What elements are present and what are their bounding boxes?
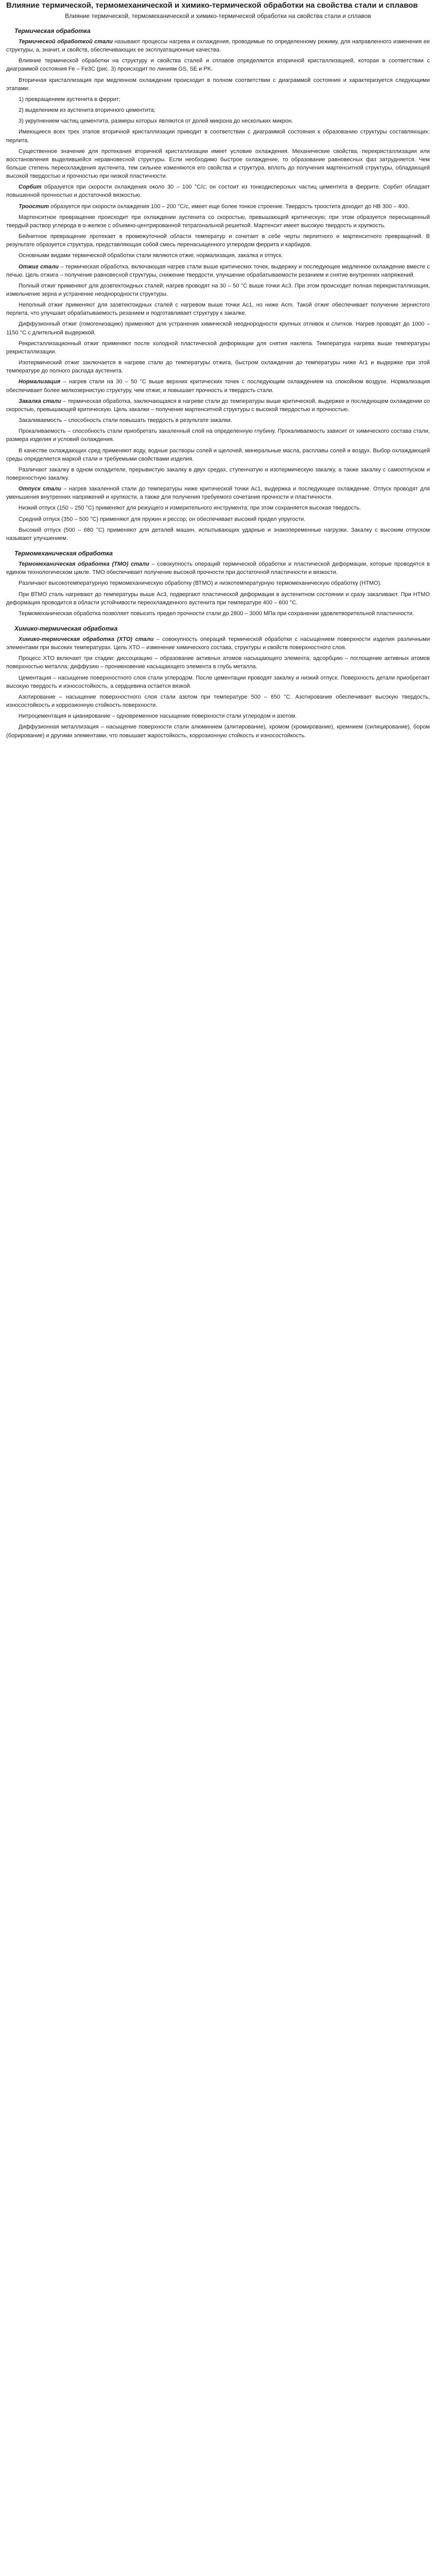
paragraph <box>6 515 430 523</box>
paragraph <box>6 202 430 211</box>
paragraph-text: При ВТМО сталь нагревают до температуры выше Ас3, подвергают пластической деформации в аустенитном состоянии и сразу закаливают. При НТМО деформация проводится в области устойчивости переохлажденного аустенита при температуре 400 – 600 °С. <box>6 591 430 606</box>
paragraph-text: Низкий отпуск (150 – 250 °С) применяют для режущего и измерительного инструмента; при этом сохраняется высокая твердость. <box>19 505 361 512</box>
paragraph-text: называют процессы нагрева и охлаждения, проводимые по определенному режиму, для направленного изменения ее структуры, а, значит, и свойств, обеспечивающих ее эксплуатационные качества. <box>6 38 430 54</box>
paragraph-text: Различают закалку в одном охладителе, прерывистую закалку в двух средах, ступенчатую и изотермическую закалку, а также закалку с самоотпуском и поверхностную закалку. <box>6 466 430 481</box>
paragraph <box>6 635 430 652</box>
paragraph <box>6 427 430 444</box>
paragraph <box>6 320 430 336</box>
paragraph-text: Различают высокотемпературную термомеханическую обработку (ВТМО) и низкотемпературную термомеханическую обработку (НТМО). <box>19 580 382 587</box>
document-title: Влияние термической, термомеханической и химико-термической обработки на свойства стали и сплавов <box>6 1 418 10</box>
paragraph <box>6 251 430 260</box>
paragraph-text: образуется при скорости охлаждения около 30 – 100 °С/с; он состоит из тонкодисперсных частиц цементита в феррите. Сорбит обладает повышенной прочностью и достаточной вязкостью. <box>6 184 430 199</box>
paragraph-text: Вторичная кристаллизация при медленном охлаждении происходит в полном соответствии с диаграммой состояния и характеризуется следующими этапами: <box>6 77 430 92</box>
paragraph <box>6 378 430 394</box>
paragraph-text: Азотирование – насыщение поверхностного слоя стали азотом при температуре 500 – 650 °С. Азотирование обеспечивает высокую твердость, износостойкость и коррозионную стойкость поверхности. <box>6 693 430 709</box>
paragraph <box>6 485 430 501</box>
paragraph-text: Полный отжиг применяют для доэвтектоидных сталей; нагрев проводят на 30 – 50 °С выше точки Ас3. При этом происходит полная перекристаллизация, измельчение зерна и устранение неоднородности структуры. <box>6 282 430 297</box>
paragraph-text: Существенное значение для протекания вторичной кристаллизации имеет условие охлаждения. Механические свойства, перекристаллизации или восстановления выделившейся неравновесной структуры. Если необходимо быстрое охлаждение, то образование равновесных фаз затрудняется. Чем больше степень переохлаждения аустенита, тем сильнее изменяются его свойства и структура, вплоть до получения мартенситной структуры, обладающей высокой твердостью и прочностью при низкой пластичности. <box>6 148 430 180</box>
paragraph <box>6 117 430 125</box>
paragraph-text: – совокупность операций термической обработки с насыщением поверхности изделия различными элементами при высоких температурах. Цель ХТО – изменение химического состава, структуры и свойств поверхностного слоя. <box>6 636 430 651</box>
defined-term: Нормализация <box>19 379 61 385</box>
document-subtitle: Влияние термической, термомеханической и химико-термической обработки на свойства стали и сплавов <box>65 12 371 20</box>
paragraph <box>6 76 430 93</box>
paragraph <box>6 232 430 249</box>
paragraph-text: – нагрев стали на 30 – 50 °С выше верхних критических точек с последующим охлаждением на спокойном воздухе. Нормализация обеспечивает более мелкозернистую структуру, чем отжиг, и повышает прочность и твердость стали. <box>6 379 430 394</box>
paragraph <box>6 106 430 114</box>
defined-term: Закалка стали <box>19 398 61 404</box>
paragraph-text: В качестве охлаждающих сред применяют воду, водные растворы солей и щелочей, минеральные масла, расплавы солей и воздух. Выбор охлаждающей среды определяется маркой стали и требуемыми свойствами изделия. <box>6 447 430 462</box>
paragraph-text: – нагрев закаленной стали до температуры ниже критической точки Ас1, выдержка и последующее охлаждение. Отпуск проводят для уменьшения внутренних напряжений и хрупкости, а также для получения требуемого сочетания прочности и пластичности. <box>6 486 430 501</box>
paragraph-text: Термомеханическая обработка позволяет повысить предел прочности стали до 2800 – 3000 МПа при сохранении удовлетворительной пластичности. <box>19 610 414 617</box>
paragraph-text: Диффузионный отжиг (гомогенизацию) применяют для устранения химической неоднородности крупных отливок и слитков. Нагрев проводят до 1000 – 1150 °С с длительной выдержкой. <box>6 321 430 336</box>
paragraph <box>6 560 430 577</box>
paragraph <box>6 128 430 144</box>
paragraph <box>6 526 430 543</box>
paragraph-text: Неполный отжиг применяют для заэвтектоидных сталей с нагревом выше точки Ас1, но ниже Асm. Такой отжиг обеспечивает получение зернистого перлита, что улучшает обрабатываемость резанием и подготавливает структуру к закалке. <box>6 302 430 317</box>
defined-term: Отжиг стали <box>19 263 59 270</box>
paragraph-text: – совокупность операций термической обработки и пластической деформации, которые проводятся в едином технологическом цикле. ТМО обеспечивает получение высокой прочности при достаточной пластичности и вязкости. <box>6 561 430 576</box>
paragraph-text: Имеющиеся всех трех этапов вторичной кристаллизации приводит в соответствии с диаграммой состояния к образованию структуры составляющих: перлита. <box>6 129 430 144</box>
paragraph-text: Прокаливаемость – способность стали приобретать закаленный слой на определенную глубину. Прокаливаемость зависит от химического состава стали, размера изделия и условий охлаждения. <box>6 428 430 443</box>
paragraph <box>6 723 430 739</box>
paragraph <box>6 183 430 199</box>
paragraph-text: образуется при скорости охлаждения 100 – 200 °С/с, имеет еще более тонкое строение. Твердость троостита доходит до НВ 300 – 400. <box>49 203 409 210</box>
paragraph-text: Рекристаллизационный отжиг применяют после холодной пластической деформации для снятия наклепа. Температура нагрева выше температуры рекристаллизации. <box>6 340 430 355</box>
paragraph-text: Средний отпуск (350 – 500 °С) применяют для пружин и рессор; он обеспечивает высокий предел упругости. <box>19 516 306 522</box>
paragraph <box>6 466 430 482</box>
paragraph-text: Высокий отпуск (500 – 680 °С) применяют для деталей машин, испытывающих ударные и знакопеременные нагрузки. Закалку с высоким отпуском называют улучшением. <box>6 527 430 541</box>
paragraph <box>6 340 430 356</box>
paragraph-text: – термическая обработка, включающая нагрев стали выше критических точек, выдержку и последующее медленное охлаждение вместе с печью. Цель отжига – получение равновесной структуры, снижение твердости, улучшение обрабатываемости резанием и снятие внутренних напряжений. <box>6 263 430 278</box>
paragraph <box>6 213 430 230</box>
paragraph <box>6 579 430 587</box>
paragraph <box>6 147 430 181</box>
paragraph-text: Цементация – насыщение поверхностного слоя стали углеродом. После цементации проводят закалку и низкий отпуск. Поверхность детали приобретает высокую твердость и износостойкость, а сердцевина остается вязкой. <box>6 674 430 689</box>
paragraph <box>6 416 430 425</box>
paragraph <box>6 95 430 104</box>
paragraph <box>6 447 430 463</box>
paragraph <box>6 301 430 317</box>
paragraph-text: 1) превращением аустенита в феррит; <box>19 96 120 103</box>
paragraph <box>6 359 430 375</box>
paragraph <box>6 57 430 73</box>
paragraph-text: Бейнитное превращение протекает в промежуточной области температур и сочетает в себе черты перлитного и мартенситного превращений. В результате образуется структура, представляющая собой смесь перенасыщенного углеродом феррита и карбидов. <box>6 233 430 248</box>
paragraph <box>6 654 430 671</box>
paragraph <box>6 504 430 512</box>
paragraph-text: Закаливаемость – способность стали повышать твердость в результате закалки. <box>19 417 232 424</box>
defined-term: Химико-термическая обработка (ХТО) стали <box>19 636 154 642</box>
paragraph-text: – термическая обработка, заключающаяся в нагреве стали до температуры выше критической, выдержке и последующем охлаждении со скоростью, превышающей критическую. Цель закалки – получение мартенситной структуры с высокой твердостью и прочностью. <box>6 398 430 413</box>
paragraph <box>6 693 430 709</box>
paragraph <box>6 609 430 618</box>
defined-term: Троостит <box>19 203 49 210</box>
paragraph-text: 3) укрупнением частиц цементита, размеры которых являются от долей микрона до нескольких микрон. <box>19 118 293 125</box>
document-page <box>0 0 436 753</box>
paragraph <box>6 282 430 298</box>
paragraph-text: Процесс ХТО включает три стадии: диссоциацию – образование активных атомов насыщающего элемента; адсорбцию – поглощение активных атомов поверхностью металла; диффузию – проникновение насыщающего элемента в глубь металла. <box>6 655 430 670</box>
section-heading: Термическая обработка <box>14 27 91 35</box>
defined-term: Термической обработкой стали <box>19 38 113 45</box>
paragraph <box>6 674 430 690</box>
paragraph-text: Диффузионная металлизация – насыщение поверхности стали алюминием (алитирование), хромом (хромирование), кремнием (силицирование), бором (борирование) и другими элементами, что повышает жаростойкость, коррозионную стойкость и износостойкость. <box>6 724 430 739</box>
paragraph <box>6 712 430 720</box>
paragraph-text: Основными видами термической обработки стали являются отжиг, нормализация, закалка и отпуск. <box>19 252 283 259</box>
paragraph-text: Влияние термической обработки на структуру и свойства сталей и сплавов определяется вторичной кристаллизацией, которая в соответствии с диаграммой состояния Fe – Fe3C (рис. 3) происходит по линиям GS, SE и PK. <box>6 58 430 73</box>
section-heading: Термомеханическая обработка <box>14 550 113 557</box>
paragraph <box>6 590 430 607</box>
paragraph-text: Нитроцементация и цианирование – одновременное насыщение поверхности стали углеродом и азотом. <box>19 713 297 720</box>
defined-term: Сорбит <box>19 184 42 191</box>
defined-term: Отпуск стали <box>19 486 61 493</box>
paragraph <box>6 397 430 414</box>
section-heading: Химико-термическая обработка <box>14 625 118 632</box>
defined-term: Термомеханическая обработка (ТМО) стали <box>19 561 149 568</box>
paragraph-text: Изотермический отжиг заключается в нагреве стали до температуры отжига, быстром охлаждении до температуры ниже Ar1 и выдержке при этой температуре до полного распада аустенита. <box>6 360 430 375</box>
document-body <box>6 27 430 740</box>
paragraph <box>6 38 430 54</box>
paragraph-text: Мартенситное превращение происходит при охлаждении аустенита со скоростью, превышающей критическую; при этом образуется пересыщенный твердый раствор углерода в α-железе с объемно-центрированной тетрагональной решеткой. Мартенсит имеет высокую твердость и хрупкость. <box>6 214 430 229</box>
paragraph-text: 2) выделением из аустенита вторичного цементита; <box>19 107 155 114</box>
paragraph <box>6 263 430 279</box>
